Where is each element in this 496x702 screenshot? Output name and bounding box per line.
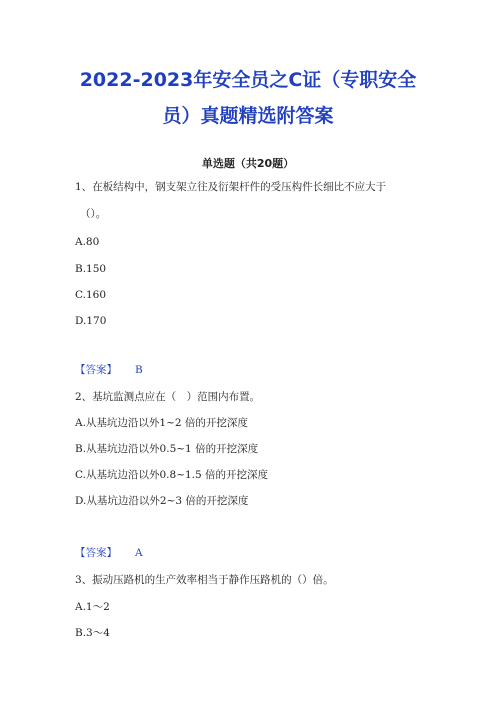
question-2-option-c: C.从基坑边沿以外0.8~1.5 倍的开挖深度 <box>75 469 269 481</box>
question-1-answer <box>75 362 143 377</box>
question-3-text: 3、振动压路机的生产效率相当于静作压路机的（）倍。 <box>75 574 334 586</box>
question-3-option-b: B.3～4 <box>75 627 110 639</box>
question-1-option-c: C.160 <box>75 289 107 301</box>
question-3-option-a: A.1～2 <box>75 601 110 613</box>
answer-value: A <box>135 547 143 559</box>
question-1-option-d: D.170 <box>75 315 107 327</box>
answer-label: 【答案】 <box>75 547 117 559</box>
answer-value: B <box>135 364 143 376</box>
question-1-text-cont: （）。 <box>80 208 107 220</box>
answer-label: 【答案】 <box>75 364 117 376</box>
document-title <box>40 62 456 134</box>
section-heading: 单选题（共20题） <box>201 157 295 170</box>
question-2-text: 2、基坑监测点应在（ ）范围内布置。 <box>75 391 261 403</box>
question-2-option-a: A.从基坑边沿以外1~2 倍的开挖深度 <box>75 417 248 429</box>
question-2-option-b: B.从基坑边沿以外0.5~1 倍的开挖深度 <box>75 443 259 455</box>
question-2-option-d: D.从基坑边沿以外2~3 倍的开挖深度 <box>75 495 249 507</box>
question-1-option-a: A.80 <box>75 236 100 248</box>
question-1-text: 1、在板结构中，钢支架立往及衍架杆件的受压构件长细比不应大于 <box>75 181 387 193</box>
question-1-option-b: B.150 <box>75 263 107 275</box>
title-line-1: 2022-2023年安全员之C证（专职安全 <box>79 69 417 91</box>
title-line-2: 员）真题精选附答案 <box>162 105 334 127</box>
question-2-answer <box>75 545 143 560</box>
